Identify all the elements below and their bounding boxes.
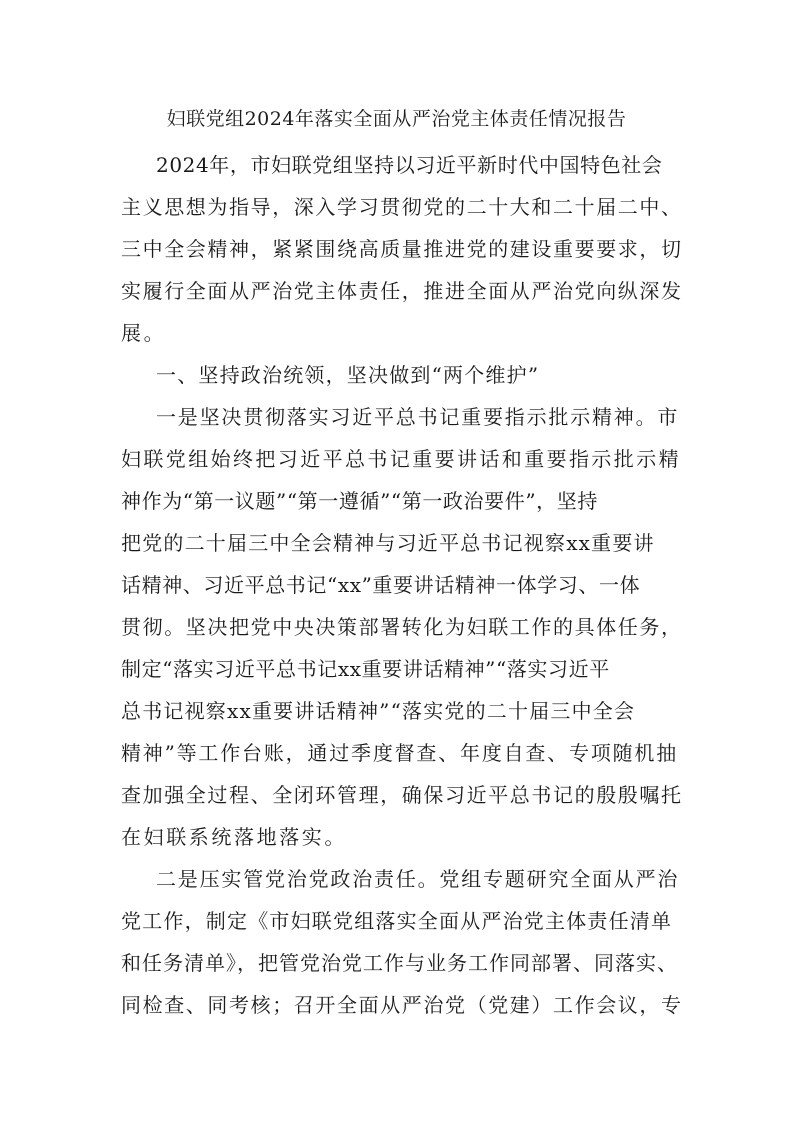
paragraph-line: 实履行全面从严治党主体责任，推进全面从严治党向纵深发: [121, 279, 683, 303]
paragraph-line: 党工作，制定《市妇联党组落实全面从严治党主体责任清单: [121, 909, 673, 933]
paragraph-line: 制定“落实习近平总书记xx重要讲话精神”“落实习近平: [121, 657, 610, 681]
section-heading: 一、坚持政治统领，坚决做到“两个维护”: [156, 363, 540, 387]
document-title: 妇联党组2024年落实全面从严治党主体责任情况报告: [166, 108, 627, 130]
paragraph-line: 在妇联系统落地落实。: [121, 825, 347, 849]
paragraph-line: 精神”等工作台账，通过季度督查、年度自查、专项随机抽: [121, 741, 679, 765]
paragraph-line: 神作为“第一议题”“第一遵循”“第一政治要件”，坚持: [121, 489, 598, 513]
paragraph-line: 三中全会精神，紧紧围绕高质量推进党的建设重要要求，切: [121, 237, 683, 261]
paragraph-line: 展。: [121, 321, 167, 345]
paragraph-line: 主义思想为指导，深入学习贯彻党的二十大和二十届二中、: [121, 195, 683, 219]
paragraph-line: 查加强全过程、全闭环管理，确保习近平总书记的殷殷嘱托: [121, 783, 683, 807]
paragraph-line: 妇联党组始终把习近平总书记重要讲话和重要指示批示精: [121, 447, 681, 471]
paragraph-line: 一是坚决贯彻落实习近平总书记重要指示批示精神。市: [156, 405, 680, 429]
paragraph-line: 贯彻。坚决把党中央决策部署转化为妇联工作的具体任务，: [121, 615, 683, 639]
paragraph-line: 2024年，市妇联党组坚持以习近平新时代中国特色社会: [156, 153, 663, 177]
paragraph-line: 话精神、习近平总书记“xx”重要讲话精神一体学习、一体: [121, 573, 641, 597]
paragraph-line: 和任务清单》，把管党治党工作与业务工作同部署、同落实、: [121, 951, 678, 975]
paragraph-line: 总书记视察xx重要讲话精神”“落实党的二十届三中全会: [121, 699, 636, 723]
paragraph-line: 二是压实管党治党政治责任。党组专题研究全面从严治: [156, 867, 680, 891]
paragraph-line: 同检查、同考核；召开全面从严治党（党建）工作会议，专: [121, 993, 683, 1017]
paragraph-line: 把党的二十届三中全会精神与习近平总书记视察xx重要讲: [121, 531, 655, 555]
